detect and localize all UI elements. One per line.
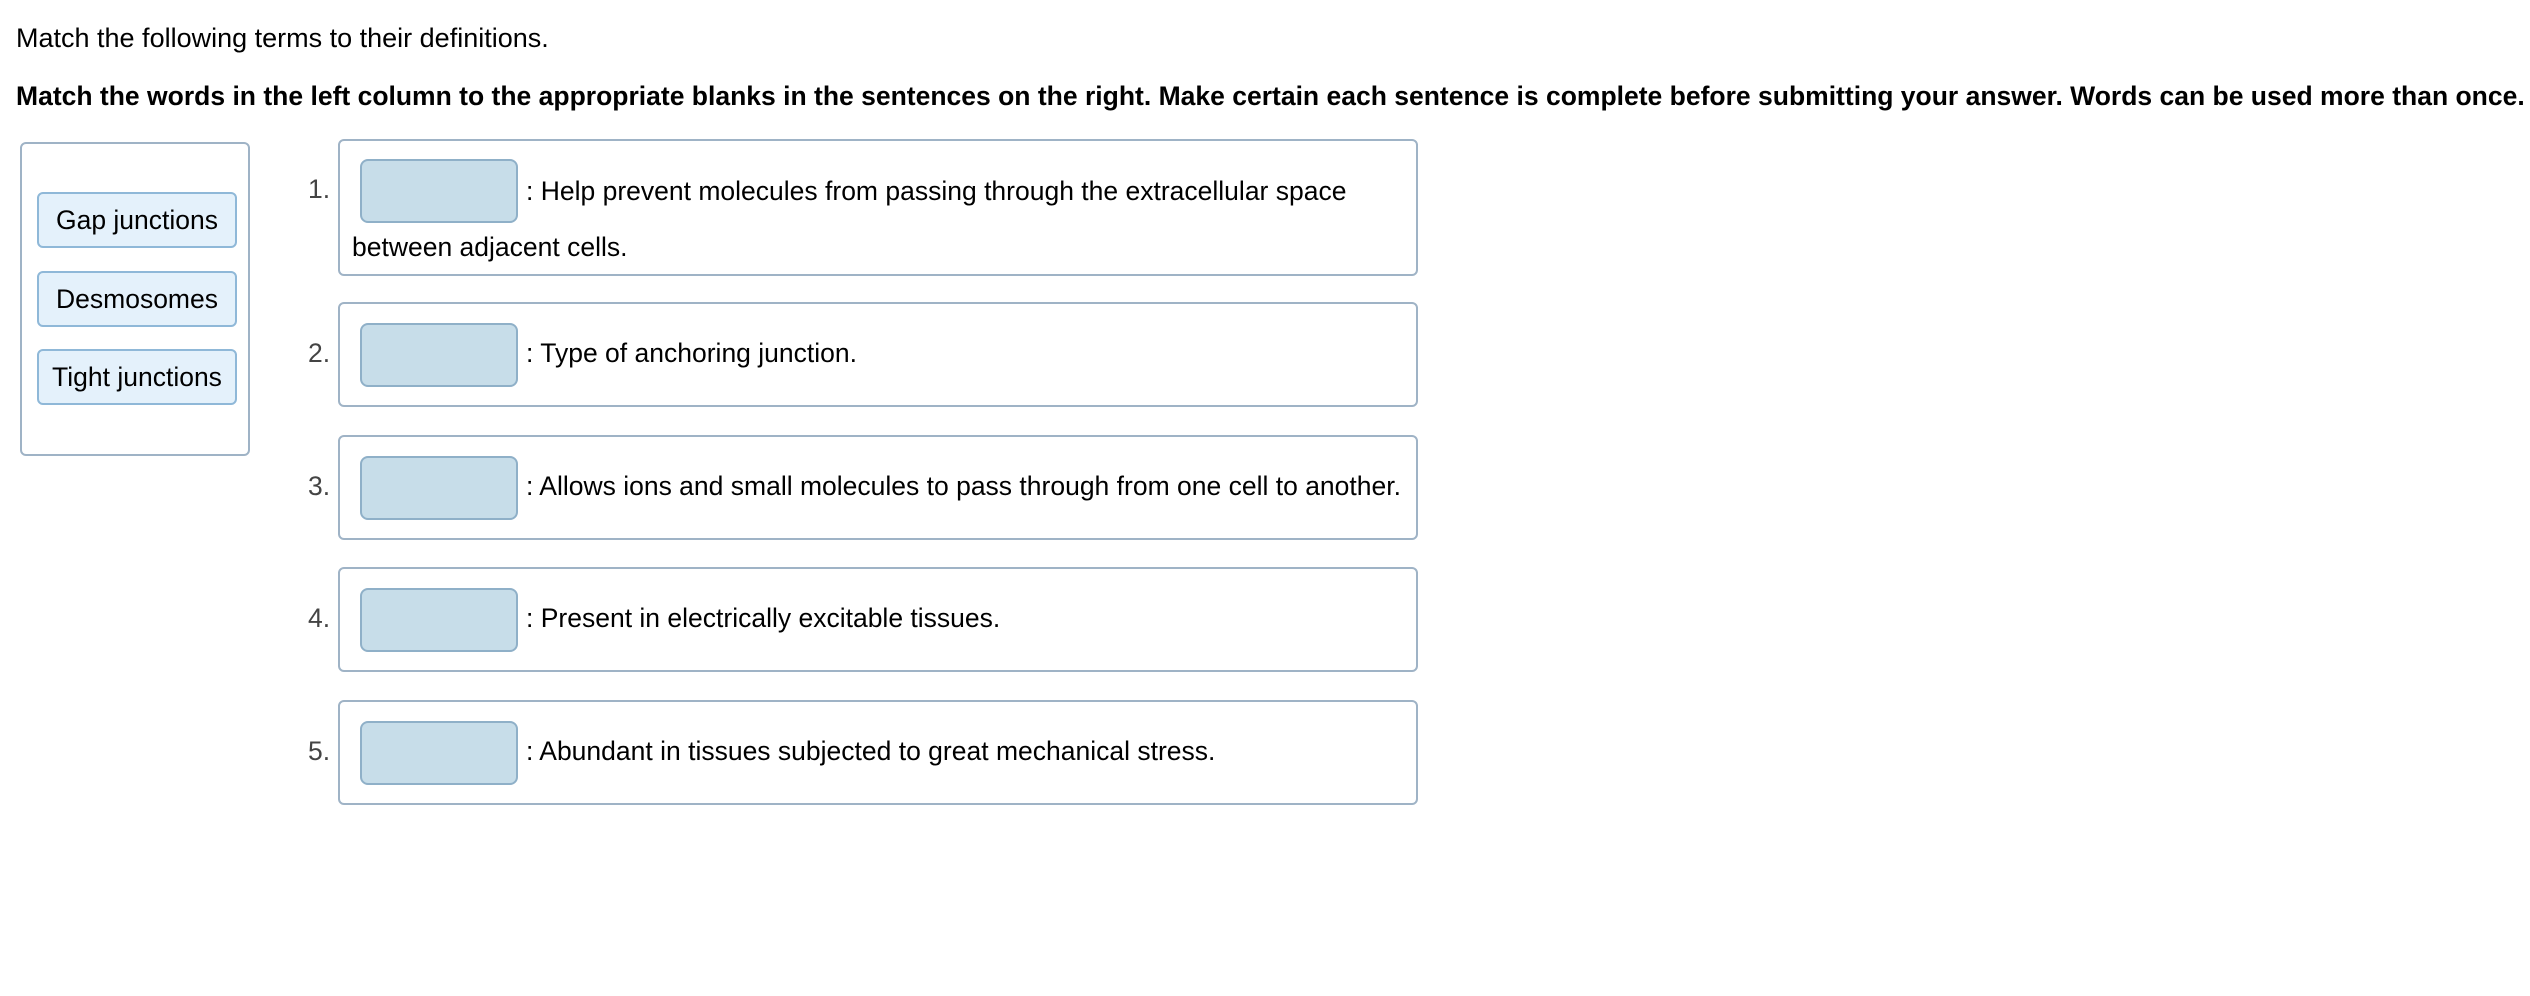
term-chip-tight-junctions[interactable]: Tight junctions — [37, 349, 237, 405]
drop-blank-5[interactable] — [360, 721, 518, 785]
item-number-1: 1. — [308, 174, 331, 204]
word-bank — [20, 142, 250, 456]
sentence-item-2 — [338, 302, 1418, 407]
question-instructions: Match the words in the left column to the appropriate blanks in the sentences on the right. Make certain each sentence is complete before submitting your answer. Words can be used more than once. — [16, 81, 2525, 111]
sentence-item-5 — [338, 700, 1418, 805]
term-chip-desmosomes[interactable]: Desmosomes — [37, 271, 237, 327]
sentence-text-1-continued: between adjacent cells. — [352, 232, 628, 262]
sentence-text-5: : Abundant in tissues subjected to great mechanical stress. — [526, 736, 1216, 766]
sentence-text-3: : Allows ions and small molecules to pass through from one cell to another. — [526, 471, 1401, 501]
drop-blank-2[interactable] — [360, 323, 518, 387]
item-number-2: 2. — [308, 338, 331, 368]
sentence-text-4: : Present in electrically excitable tissues. — [526, 603, 1001, 633]
item-number-3: 3. — [308, 471, 331, 501]
item-number-5: 5. — [308, 736, 331, 766]
item-number-4: 4. — [308, 603, 331, 633]
sentence-text-2: : Type of anchoring junction. — [526, 338, 857, 368]
sentence-item-1 — [338, 139, 1418, 276]
drop-blank-3[interactable] — [360, 456, 518, 520]
question-intro: Match the following terms to their definitions. — [16, 23, 549, 53]
drop-blank-1[interactable] — [360, 159, 518, 223]
term-chip-gap-junctions[interactable]: Gap junctions — [37, 192, 237, 248]
sentence-text-1: : Help prevent molecules from passing through the extracellular space — [526, 176, 1347, 206]
sentence-item-3 — [338, 435, 1418, 540]
sentence-item-4 — [338, 567, 1418, 672]
drop-blank-4[interactable] — [360, 588, 518, 652]
